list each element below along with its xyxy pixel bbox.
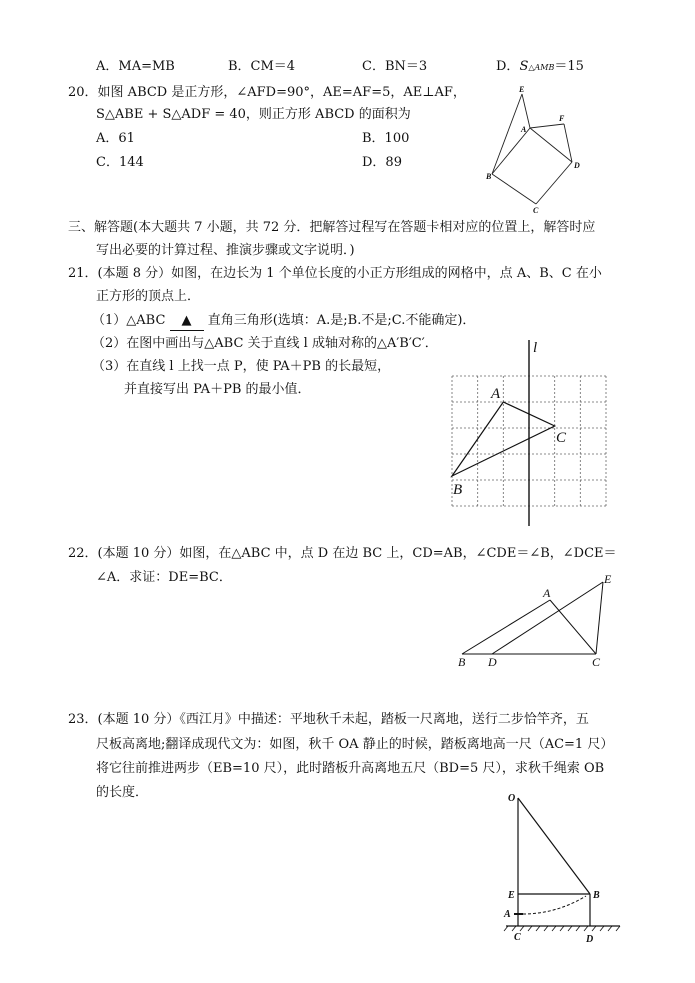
q19-option-d-s: S bbox=[519, 59, 529, 74]
q20-seg-AF bbox=[530, 124, 564, 128]
q23-line4: 的长度． bbox=[96, 785, 149, 800]
q21-sub2: （2）在图中画出与△ABC 关于直线 l 成轴对称的△A′B′C′． bbox=[92, 336, 438, 351]
q22-seg-AC bbox=[550, 600, 596, 654]
q23-label-C: C bbox=[514, 932, 521, 943]
q20-label-B: B bbox=[486, 172, 492, 181]
q20-line1: 20．如图 ABCD 是正方形，∠AFD=90°，AE=AF=5，AE⊥AF， bbox=[68, 85, 466, 100]
q19-option-c: C．BN＝3 bbox=[362, 59, 428, 74]
q22-label-E: E bbox=[604, 572, 612, 586]
q22-label-A: A bbox=[543, 586, 551, 600]
q22-label-B: B bbox=[458, 655, 466, 669]
q19-option-a: A．MA=MB bbox=[96, 59, 175, 74]
q22-seg-BA bbox=[462, 600, 550, 654]
q20-option-b: B．100 bbox=[362, 131, 410, 146]
q19-option-d bbox=[496, 58, 584, 77]
q21-sub3-line1: （3）在直线 l 上找一点 P，使 PA＋PB 的长最短， bbox=[92, 359, 391, 374]
q20-label-A: A bbox=[521, 125, 527, 134]
q21-label-B: B bbox=[453, 482, 463, 498]
q23-label-B: B bbox=[593, 890, 600, 901]
q20-label-D: D bbox=[574, 161, 580, 170]
q23-label-E: E bbox=[508, 890, 515, 901]
q20-option-c: C．144 bbox=[96, 155, 144, 170]
q20-line2: S△ABE + S△ADF = 40，则正方形 ABCD 的面积为 bbox=[96, 107, 411, 122]
q21-label-C: C bbox=[556, 430, 567, 446]
q23-figure bbox=[496, 786, 626, 946]
section3-line2: 写出必要的计算过程、推演步骤或文字说明．) bbox=[96, 243, 355, 258]
q23-swing-arc bbox=[523, 896, 586, 914]
q22-line1: 22．(本题 10 分）如图，在△ABC 中，点 D 在边 BC 上，CD=AB，∠CDE＝∠B，∠DCE＝ bbox=[68, 546, 617, 561]
q23-label-O: O bbox=[508, 793, 516, 804]
q20-seg-CD bbox=[536, 162, 572, 204]
q23-line3: 将它往前推进两步（EB=10 尺），此时踏板升高离地五尺（BD=5 尺），求秋千绳索 OB bbox=[96, 761, 605, 776]
q21-grid-figure bbox=[440, 332, 620, 532]
q20-option-a: A．61 bbox=[96, 131, 135, 146]
q20-seg-AB bbox=[492, 128, 530, 174]
q20-label-C: C bbox=[533, 206, 539, 215]
q23-label-A: A bbox=[504, 909, 511, 920]
q21-line2: 正方形的顶点上． bbox=[96, 289, 201, 304]
q21-line1: 21．(本题 8 分）如图，在边长为 1 个单位长度的小正方形组成的网格中，点 A、B、C 在小 bbox=[68, 266, 602, 281]
q21-sub1-pre: （1）△ABC bbox=[92, 313, 166, 328]
q19-option-d-val: ＝15 bbox=[554, 59, 584, 74]
q22-label-C: C bbox=[592, 655, 601, 669]
q20-seg-EB bbox=[492, 94, 522, 174]
q19-option-d-sub: △AMB bbox=[528, 63, 555, 72]
q21-sub3-line2: 并直接写出 PA＋PB 的最小值． bbox=[124, 382, 311, 397]
q23-line1: 23．(本题 10 分）《西江月》中描述：平地秋千未起，踏板一尺离地，送行二步恰竿齐，五 bbox=[68, 712, 589, 727]
q23-line2: 尺板高离地;翻译成现代文为：如图，秋千 OA 静止的时候，踏板离地高一尺（AC=1 尺） bbox=[96, 737, 614, 752]
q19-option-d-prefix: D． bbox=[496, 59, 520, 74]
q20-figure bbox=[480, 82, 590, 216]
section3-line1: 三、解答题(本大题共 7 小题，共 72 分．把解答过程写在答题卡相对应的位置上，解答时应 bbox=[68, 220, 596, 235]
q23-label-D: D bbox=[586, 934, 594, 945]
q21-sub1-post: 直角三角形(选填：A.是;B.不是;C.不能确定)． bbox=[207, 313, 476, 328]
q22-seg-EC bbox=[596, 582, 603, 654]
q19-option-b: B．CM＝4 bbox=[228, 59, 296, 74]
q22-figure bbox=[450, 570, 625, 672]
q20-label-F: F bbox=[559, 114, 565, 123]
q20-seg-BC bbox=[492, 174, 536, 204]
q21-sub1 bbox=[92, 312, 475, 331]
q20-seg-EA bbox=[522, 94, 530, 128]
q23-rope-OB bbox=[518, 798, 590, 894]
q22-label-D: D bbox=[488, 655, 497, 669]
q20-option-d: D．89 bbox=[362, 155, 402, 170]
q21-label-A: A bbox=[491, 386, 501, 402]
q21-sub1-blank: ▲ bbox=[170, 312, 204, 331]
q22-line2: ∠A．求证：DE=BC． bbox=[96, 570, 232, 585]
q21-label-l: l bbox=[533, 340, 538, 356]
q20-label-E: E bbox=[519, 85, 525, 94]
